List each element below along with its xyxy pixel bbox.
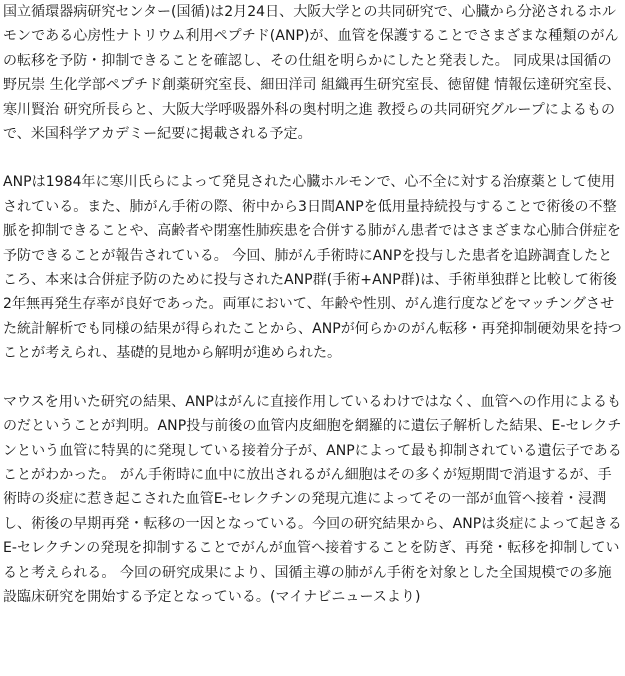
paragraph-spacer [3, 366, 622, 390]
paragraph-findings: マウスを用いた研究の結果、ANPはがんに直接作用しているわけではなく、血管への作用によるものだということが判明。ANP投与前後の血管内皮細胞を網羅的に遺伝子解析した結果、E-セレクチンという血管に特異的に発現している接着分子が、ANPによって最も抑制されている遺伝子であることがわかった。 がん手術時に血中に放出されるがん細胞はその多くが短期間で消退するが、手術時の炎症に惹き起こされた血管E-セレクチンの発現亢進によってその一部が血管へ接着・浸潤し、術後の早期再発・転移の一因となっている。今回の研究結果から、ANPは炎症によって起きるE-セレクチンの発現を抑制することでがんが血管へ接着することを防ぎ、再発・転移を抑制していると考えられる。 今回の研究成果により、国循主導の肺がん手術を対象とした全国規模での多施設臨床研究を開始する予定となっている。(マイナビニュースより) [3, 393, 622, 605]
paragraph-spacer [3, 146, 622, 170]
paragraph-background: ANPは1984年に寒川氏らによって発見された心臓ホルモンで、心不全に対する治療薬として使用されている。また、肺がん手術の際、術中から3日間ANPを低用量持続投与することで術後の不整脈を抑制できることや、高齢者や閉塞性肺疾患を合併する肺がん患者ではさまざまな心肺合併症を予防できることが報告されている。 今回、肺がん手術時にANPを投与した患者を追跡調査したところ、本来は合併症予防のために投与されたANP群(手術+ANP群)は、手術単独群と比較して術後2年無再発生存率が良好であった。両軍において、年齢や性別、がん進行度などをマッチングさせた統計解析でも同様の結果が得られたことから、ANPが何らかのがん転移・再発抑制硬効果を持つことが考えられ、基礎的見地から解明が進められた。 [3, 174, 622, 362]
paragraph-announcement: 国立循環器病研究センター(国循)は2月24日、大阪大学との共同研究で、心臓から分泌されるホルモンである心房性ナトリウム利用ペプチド(ANP)が、血管を保護することでさまざまな種類のがんの転移を予防・抑制できることを確認し、その仕組を明らかにしたと発表した。 同成果は国循の野尻崇 生化学部ペプチド創薬研究室長、細田洋司 組織再生研究室長、徳留健 情報伝達研究室長、寒川賢治 研究所長らと、大阪大学呼吸器外科の奥村明之進 教授らの共同研究グループによるもので、米国科学アカデミー紀要に掲載される予定。 [3, 4, 621, 143]
